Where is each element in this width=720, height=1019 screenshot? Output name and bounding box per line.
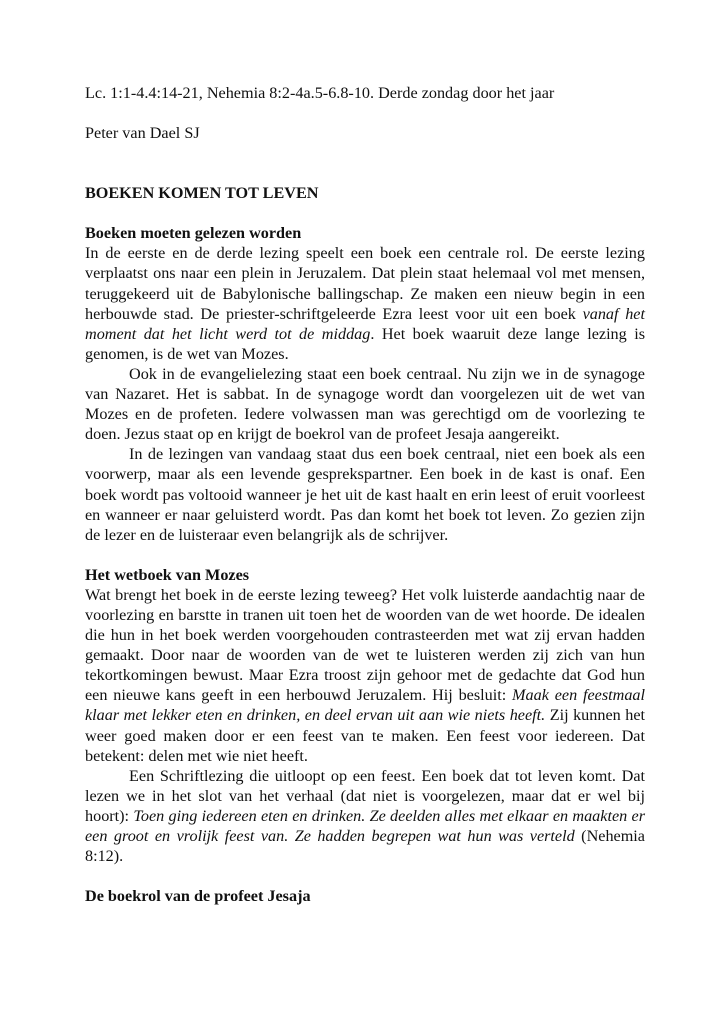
section-heading-3: De boekrol van de profeet Jesaja (85, 887, 311, 906)
document-body (85, 83, 645, 906)
paragraph-quote: Maak een feestmaal klaar met lekker eten en drinken, en deel ervan uit aan wie niets heeft. (85, 686, 646, 725)
paragraph (85, 766, 645, 866)
readings-line: Lc. 1:1-4.4:14-21, Nehemia 8:2-4a.5-6.8-10. Derde zondag door het jaar (85, 84, 555, 102)
section-2-body (85, 585, 645, 866)
paragraph (85, 243, 645, 364)
spacer (85, 866, 645, 886)
spacer (85, 545, 645, 565)
paragraph-text: Zij kunnen het weer goed maken door er een feest van te maken. Een feest voor iedereen. Dat betekent: delen met wie niet heeft. (85, 706, 646, 765)
paragraph: In de lezingen van vandaag staat dus een boek centraal, niet een boek als een voorwerp, maar als een levende gesprekspartner. Een boek in de kast is onaf. Een boek wordt pas voltooid wanneer je het uit de kast haalt en erin leest of eruit voorleest en wanneer er naar geluisterd wordt. Pas dan komt het boek tot leven. Zo gezien zijn de lezer en de luisteraar even belangrijk als de schrijver. (85, 445, 645, 544)
paragraph-text: Wat brengt het boek in de eerste lezing teweeg? Het volk luisterde aandachtig naar de voorlezing en barstte in tranen uit toen het de woorden van de wet hoorde. De idealen die hun in het boek werden voorgehouden contrasteerden met wat zij ervan hadden gemaakt. Door naar de woorden van de wet te luisteren werden zij zich van hun tekortkomingen bewust. Maar Ezra troost zijn gehoor met de gedachte dat God hun een nieuwe kans geeft in een herbouwd Jeruzalem. Hij besluit: (85, 585, 645, 705)
section-1-body (85, 243, 645, 544)
paragraph-quote: vanaf het moment dat het licht werd tot de middag (85, 304, 645, 343)
author-line: Peter van Dael SJ (85, 124, 200, 143)
paragraph-text: Een Schriftlezing die uitloopt op een feest. Een boek dat tot leven komt. Dat lezen we in het slot van het verhaal (dat niet is voorgelezen, maar dat er wel bij hoort): (85, 766, 645, 825)
paragraph-quote: Toen ging iedereen eten en drinken. Ze deelden alles met elkaar en maakten er een groot en vrolijk feest van. Ze hadden begrepen wat hun was verteld (85, 806, 645, 845)
section-heading-1: Boeken moeten gelezen worden (85, 224, 302, 243)
paragraph-text: In de eerste en de derde lezing speelt een boek een centrale rol. De eerste lezing verplaatst ons naar een plein in Jeruzalem. Dat plein staat helemaal vol met mensen, teruggekeerd uit de Babylonische ballingschap. Ze maken een nieuw begin in een herbouwde stad. De priester-schriftgeleerde Ezra leest voor uit een boek (85, 244, 645, 323)
paragraph (85, 585, 645, 766)
paragraph: Ook in de evangelielezing staat een boek centraal. Nu zijn we in de synagoge van Nazaret. Het is sabbat. In de synagoge wordt dan voorgelezen uit de wet van Mozes en de profeten. Iedere volwassen man was gerechtigd om de voorlezing te doen. Jezus staat op en krijgt de boekrol van de profeet Jesaja aangereikt. (85, 364, 645, 444)
spacer (85, 203, 645, 223)
spacer (85, 143, 645, 183)
document-title: BOEKEN KOMEN TOT LEVEN (85, 184, 319, 203)
paragraph-text: . Het boek waaruit deze lange lezing is genomen, is de wet van Mozes. (85, 324, 645, 363)
paragraph-text: (Nehemia 8:12). (85, 827, 645, 866)
spacer (85, 103, 645, 123)
section-heading-2: Het wetboek van Mozes (85, 565, 250, 584)
